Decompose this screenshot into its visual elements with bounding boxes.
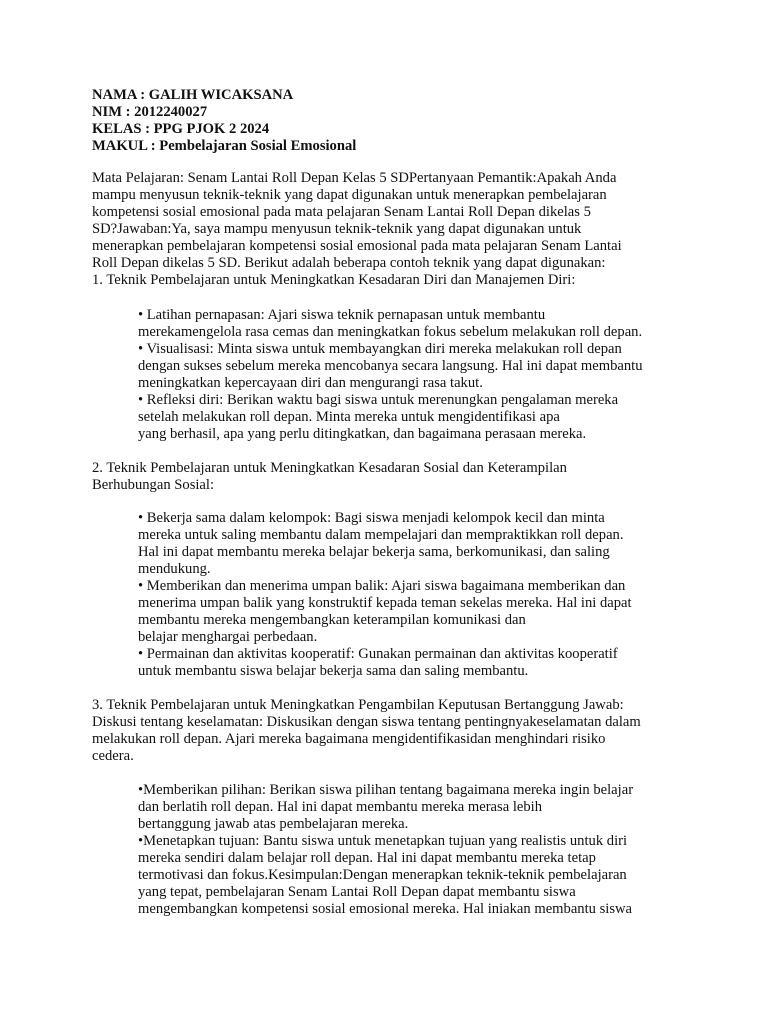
section-2-heading: Berhubungan Sosial:	[92, 477, 215, 493]
intro-line: menerapkan pembelajaran kompetensi sosial emosional pada mata pelajaran Senam Lantai	[92, 238, 622, 254]
intro-line: Mata Pelajaran: Senam Lantai Roll Depan Kelas 5 SDPertanyaan Pemantik:Apakah Anda	[92, 170, 617, 186]
bullet-line: • Latihan pernapasan: Ajari siswa teknik pernapasan untuk membantu	[138, 307, 546, 323]
bullet-line: mengembangkan kompetensi sosial emosional mereka. Hal iniakan membantu siswa	[138, 901, 633, 917]
bullet-line: yang berhasil, apa yang perlu ditingkatkan, dan bagaimana perasaan mereka.	[138, 426, 587, 442]
intro-line: Roll Depan dikelas 5 SD. Berikut adalah beberapa contoh teknik yang dapat digunakan:	[92, 255, 606, 271]
student-nim: NIM : 2012240027	[92, 104, 208, 120]
bullet-line: setelah melakukan roll depan. Minta mereka untuk mengidentifikasi apa	[138, 409, 560, 425]
section-1-heading: 1. Teknik Pembelajaran untuk Meningkatkan Kesadaran Diri dan Manajemen Diri:	[92, 272, 576, 288]
student-class: KELAS : PPG PJOK 2 2024	[92, 121, 270, 137]
course-name: MAKUL : Pembelajaran Sosial Emosional	[92, 138, 357, 154]
student-name: NAMA : GALIH WICAKSANA	[92, 87, 294, 103]
section-3-text: cedera.	[92, 748, 134, 764]
bullet-line: • Bekerja sama dalam kelompok: Bagi siswa menjadi kelompok kecil dan minta	[138, 510, 605, 526]
section-3-text: Diskusi tentang keselamatan: Diskusikan dengan siswa tentang pentingnyakeselamatan dalam	[92, 714, 641, 730]
bullet-line: •Memberikan pilihan: Berikan siswa pilihan tentang bagaimana mereka ingin belajar	[138, 782, 634, 798]
intro-line: kompetensi sosial emosional pada mata pelajaran Senam Lantai Roll Depan dikelas 5	[92, 204, 591, 220]
bullet-line: merekamengelola rasa cemas dan meningkatkan fokus sebelum melakukan roll depan.	[138, 324, 643, 340]
bullet-line: mereka sendiri dalam belajar roll depan. Hal ini dapat membantu mereka tetap	[138, 850, 596, 866]
bullet-line: belajar menghargai perbedaan.	[138, 629, 318, 645]
bullet-line: membantu mereka mengembangkan keterampilan komunikasi dan	[138, 612, 526, 628]
intro-line: SD?Jawaban:Ya, saya mampu menyusun teknik-teknik yang dapat digunakan untuk	[92, 221, 582, 237]
bullet-line: • Memberikan dan menerima umpan balik: Ajari siswa bagaimana memberikan dan	[138, 578, 626, 594]
bullet-line: mendukung.	[138, 561, 211, 577]
bullet-line: menerima umpan balik yang konstruktif kepada teman sekelas mereka. Hal ini dapat	[138, 595, 632, 611]
bullet-line: bertanggung jawab atas pembelajaran mereka.	[138, 816, 409, 832]
bullet-line: yang tepat, pembelajaran Senam Lantai Roll Depan dapat membantu siswa	[138, 884, 576, 900]
section-3-heading: 3. Teknik Pembelajaran untuk Meningkatkan Pengambilan Keputusan Bertanggung Jawab:	[92, 697, 624, 713]
bullet-line: mereka untuk saling membantu dalam mempelajari dan mempraktikkan roll depan.	[138, 527, 624, 543]
bullet-line: Hal ini dapat membantu mereka belajar bekerja sama, berkomunikasi, dan saling	[138, 544, 610, 560]
bullet-line: •Menetapkan tujuan: Bantu siswa untuk menetapkan tujuan yang realistis untuk diri	[138, 833, 628, 849]
bullet-line: • Refleksi diri: Berikan waktu bagi siswa untuk merenungkan pengalaman mereka	[138, 392, 619, 408]
section-3-text: melakukan roll depan. Ajari mereka bagaimana mengidentifikasidan menghindari risiko	[92, 731, 606, 747]
bullet-line: meningkatkan kepercayaan diri dan mengurangi rasa takut.	[138, 375, 483, 391]
bullet-line: termotivasi dan fokus.Kesimpulan:Dengan menerapkan teknik-teknik pembelajaran	[138, 867, 627, 883]
section-2-heading: 2. Teknik Pembelajaran untuk Meningkatkan Kesadaran Sosial dan Keterampilan	[92, 460, 567, 476]
bullet-line: untuk membantu siswa belajar bekerja sama dan saling membantu.	[138, 663, 529, 679]
bullet-line: dan berlatih roll depan. Hal ini dapat membantu mereka merasa lebih	[138, 799, 543, 815]
bullet-line: • Permainan dan aktivitas kooperatif: Gunakan permainan dan aktivitas kooperatif	[138, 646, 618, 662]
bullet-line: dengan sukses sebelum mereka mencobanya secara langsung. Hal ini dapat membantu	[138, 358, 643, 374]
intro-line: mampu menyusun teknik-teknik yang dapat digunakan untuk menerapkan pembelajaran	[92, 187, 607, 203]
bullet-line: • Visualisasi: Minta siswa untuk membayangkan diri mereka melakukan roll depan	[138, 341, 622, 357]
